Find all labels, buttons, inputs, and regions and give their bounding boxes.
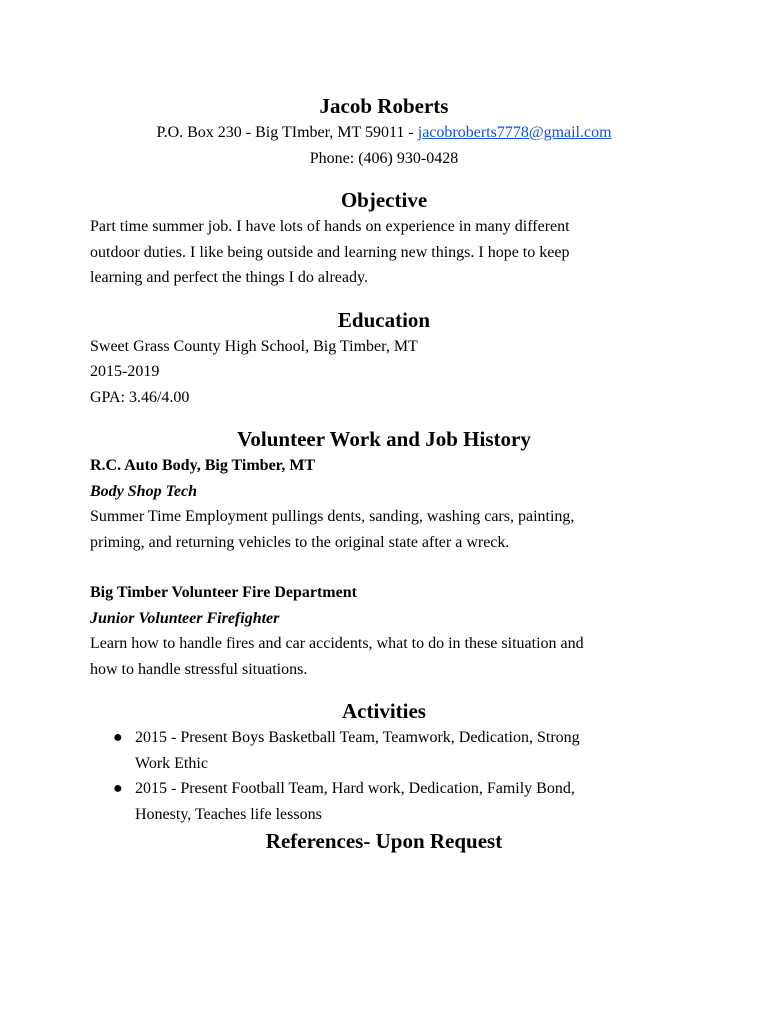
work-heading: Volunteer Work and Job History xyxy=(237,427,531,451)
job-description-line: how to handle stressful situations. xyxy=(90,660,308,678)
references-heading: References- Upon Request xyxy=(265,829,503,853)
job-description-line: priming, and returning vehicles to the original state after a wreck. xyxy=(90,533,510,551)
school-name: Sweet Grass County High School, Big Timber, MT xyxy=(90,337,418,355)
objective-heading: Objective xyxy=(340,188,428,212)
job-description-line: Learn how to handle fires and car accidents, what to do in these situation and xyxy=(90,635,584,652)
job-description-line: Summer Time Employment pullings dents, sanding, washing cars, painting, xyxy=(90,508,575,525)
activity-line: 2015 - Present Football Team, Hard work, Dedication, Family Bond, xyxy=(135,780,575,797)
bullet-icon: ● xyxy=(113,729,123,746)
activities-section xyxy=(90,697,678,827)
email-link[interactable]: jacobroberts7778@gmail.com xyxy=(417,124,612,141)
job-entry xyxy=(90,580,678,682)
phone-number: Phone: (406) 930-0428 xyxy=(309,149,459,167)
resume-page xyxy=(90,92,678,855)
job-employer: R.C. Auto Body, Big Timber, MT xyxy=(90,457,316,474)
gpa: GPA: 3.46/4.00 xyxy=(90,388,190,406)
contact-line xyxy=(90,120,678,146)
objective-line: Part time summer job. I have lots of hands on experience in many different xyxy=(90,218,570,235)
candidate-name: Jacob Roberts xyxy=(319,94,449,118)
resume-header xyxy=(90,92,678,171)
activity-line: Work Ethic xyxy=(135,754,208,772)
bullet-icon: ● xyxy=(113,780,123,797)
education-heading: Education xyxy=(337,307,431,332)
objective-section xyxy=(90,186,678,291)
activities-list xyxy=(90,725,678,827)
activity-line: Honesty, Teaches life lessons xyxy=(135,805,322,823)
activity-line: 2015 - Present Boys Basketball Team, Teamwork, Dedication, Strong xyxy=(135,729,580,746)
job-employer: Big Timber Volunteer Fire Department xyxy=(90,584,357,601)
school-years: 2015-2019 xyxy=(90,363,160,380)
work-section xyxy=(90,425,678,682)
job-role: Junior Volunteer Firefighter xyxy=(90,609,280,627)
references-section xyxy=(90,827,678,855)
job-entry xyxy=(90,453,678,555)
mailing-address: P.O. Box 230 - Big TImber, MT 59011 - xyxy=(156,124,418,141)
activities-heading: Activities xyxy=(342,699,426,723)
objective-line: learning and perfect the things I do already. xyxy=(90,269,368,286)
list-item xyxy=(90,725,678,776)
list-item xyxy=(90,776,678,827)
objective-line: outdoor duties. I like being outside and learning new things. I hope to keep xyxy=(90,243,570,261)
education-section xyxy=(90,306,678,411)
job-role: Body Shop Tech xyxy=(90,482,197,500)
